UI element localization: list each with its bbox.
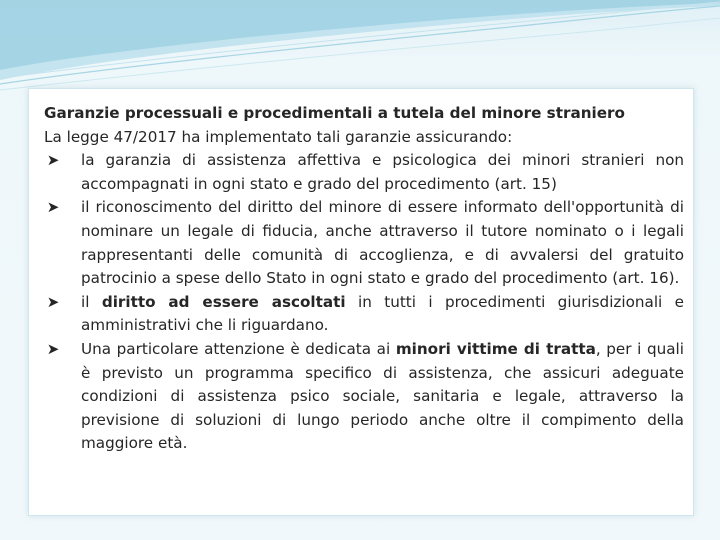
slide-title: Garanzie processuali e procedimentali a tutela del minore straniero xyxy=(44,104,625,122)
slide-text xyxy=(44,102,684,456)
list-item xyxy=(44,196,684,290)
bullet-text-pre: Una particolare attenzione è dedicata ai xyxy=(81,339,396,358)
arrowhead-bullet-icon: ➤ xyxy=(46,292,60,311)
bullet-text-post: in tutti i procedimenti giurisdizionali e amministrativi che li riguardano. xyxy=(81,292,684,335)
arrowhead-bullet-icon: ➤ xyxy=(46,339,60,358)
list-item xyxy=(44,338,684,456)
bullet-text-emphasis: minori vittime di tratta xyxy=(395,339,596,358)
list-item xyxy=(44,291,684,338)
header-wave-decoration xyxy=(0,0,720,95)
bullet-text-pre: il xyxy=(81,292,102,311)
intro-text: La legge 47/2017 ha implementato tali garanzie assicurando: xyxy=(44,127,513,146)
list-item xyxy=(44,149,684,196)
bullet-text-emphasis: diritto ad essere ascoltati xyxy=(101,292,346,311)
bullet-text-post: , per i quali è previsto un programma specifico di assistenza, che assicuri adeguate condizioni di assistenza psico sociale, sanitaria e legale, attraverso la previsione di soluzioni di lungo periodo anche oltre il compimento della maggiore età. xyxy=(81,339,684,453)
bullet-text: il riconoscimento del diritto del minore di essere informato dell'opportunità di nominare un legale di fiducia, anche attraverso il tutore nominato o i legali rappresentanti delle comunità di accoglienza, e di avvalersi del gratuito patrocinio a spese dello Stato in ogni stato e grado del procedimento (art. 16). xyxy=(81,198,684,288)
arrowhead-bullet-icon: ➤ xyxy=(46,198,60,217)
bullet-text: la garanzia di assistenza affettiva e psicologica dei minori stranieri non accompagnati in ogni stato e grado del procedimento (art. 15) xyxy=(81,151,684,193)
bullet-list xyxy=(44,149,684,456)
arrowhead-bullet-icon: ➤ xyxy=(46,151,60,170)
